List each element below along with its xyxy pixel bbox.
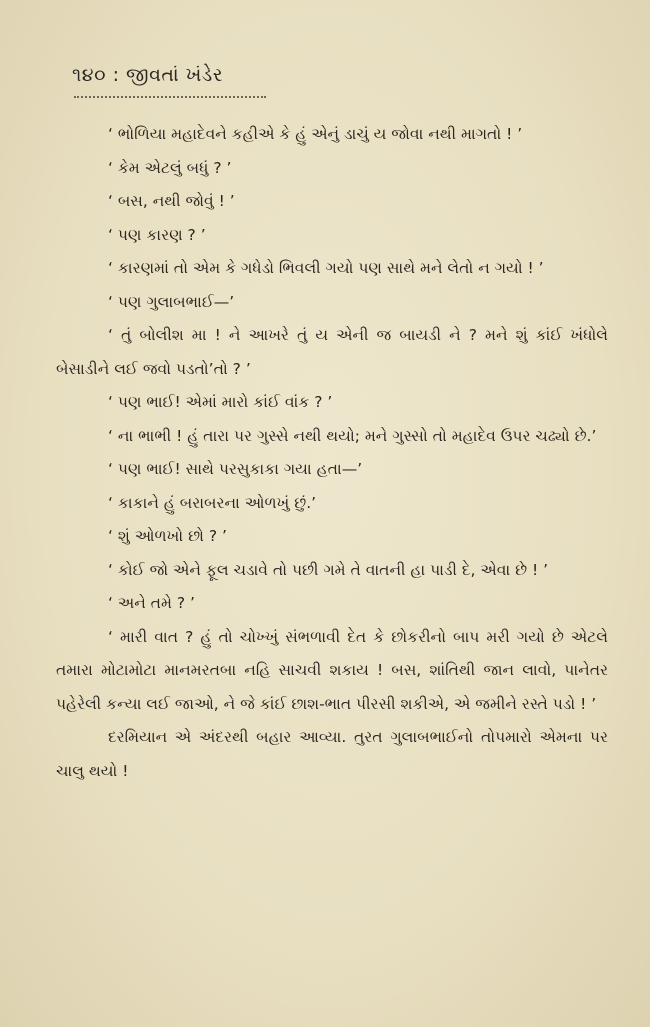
paragraph-6: ‘ પણ ગુલાબભાઈ—’ (108, 292, 235, 311)
paragraph-12: ‘ શું ઓળખો છો ? ’ (108, 527, 227, 545)
paragraph-7: ‘ તું બોલીશ મા ! ને આખરે તું ય એની જ બાયડી ને ? મને શું કાંઈ ખંધોલે બેસાડીને લઈ જવો પડતો’તો ? ’ (56, 326, 608, 378)
header-separator: : (112, 64, 120, 86)
paragraph-4: ‘ પણ કારણ ? ’ (108, 225, 206, 244)
paragraph-14: ‘ અને તમે ? ’ (108, 594, 195, 612)
paragraph-2: ‘ કેમ એટલું બધું ? ’ (108, 158, 232, 177)
paragraph-1: ‘ ભોળિયા મહાદેવને કહીએ કે હું એનું ડાચું ય જોવા નથી માગતો ! ’ (108, 125, 523, 143)
paragraph-9: ‘ ના ભાભી ! હું તારા પર ગુસ્સે નથી થયો; મને ગુસ્સો તો મહાદેવ ઉપર ચઢ્યો છે.’ (108, 426, 597, 445)
body-text (56, 118, 608, 788)
paragraph-5: ‘ કારણમાં તો એમ કે ગધેડો ભિવલી ગયો પણ સાથે મને લેતો ન ગયો ! ’ (108, 259, 544, 277)
paragraph-3: ‘ બસ, નથી જોવું ! ’ (108, 192, 235, 210)
paragraph-15: ‘ મારી વાત ? હું તો ચોખ્ખું સંભળાવી દેત કે છોકરીનો બાપ મરી ગયો છે એટલે તમારા મોટામોટા માનમરતબા નહિ સાચવી શકાય ! બસ, શાંતિથી જાન લાવો, પાનેતર પહેરેલી કન્યા લઈ જાઓ, ને જે કાંઈ છાશ-ભાત પીરસી શકીએ, એ જમીને રસ્તે પડો ! ’ (56, 627, 608, 713)
paragraph-10: ‘ પણ ભાઈ! સાથે પરસુકાકા ગયા હતા—’ (108, 460, 363, 478)
book-title: જીવતાં ખંડેર (126, 64, 224, 86)
page-number: ૧૪૦ (72, 64, 107, 86)
paragraph-16: દરમિયાન એ અંદરથી બહાર આવ્યા. તુરત ગુલાબભાઈનો તોપમારો એમના પર ચાલુ થયો ! (56, 728, 608, 780)
header-rule (74, 96, 266, 98)
paragraph-8: ‘ પણ ભાઈ! એમાં મારો કાંઈ વાંક ? ’ (108, 393, 333, 411)
paragraph-13: ‘ કોઈ જો એને ફૂલ ચડાવે તો પછી ગમે તે વાતની હા પાડી દે, એવા છે ! ’ (108, 560, 549, 579)
running-header (72, 64, 223, 86)
paragraph-11: ‘ કાકાને હું બરાબરના ઓળખું છું.’ (108, 493, 317, 512)
